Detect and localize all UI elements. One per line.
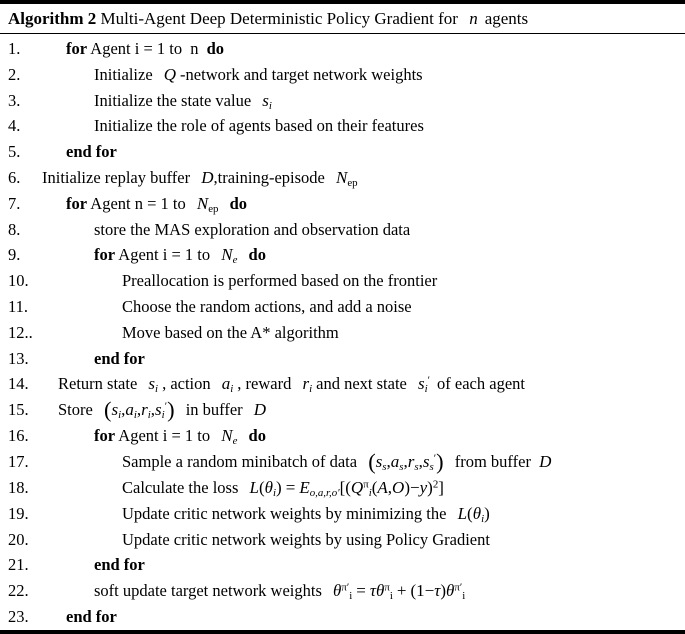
line-content (40, 242, 685, 268)
text-loop-bounds: i = 1 to (162, 245, 211, 265)
algorithm-line (0, 501, 685, 527)
algorithm-line (0, 268, 685, 294)
line-content (40, 552, 685, 578)
line-content (40, 165, 685, 191)
algorithm-line (0, 527, 685, 553)
subscript-i: i (309, 383, 313, 396)
paren-right: ) (427, 478, 433, 498)
symbol-s: s (148, 374, 156, 394)
algorithm-title-tail: agents (484, 9, 529, 28)
symbol-d: D (201, 167, 214, 187)
text-agent: Agent (118, 426, 159, 446)
algorithm-line (0, 62, 685, 88)
comma: , (121, 400, 126, 420)
algorithm-line (0, 113, 685, 139)
prime-mark: ′ (459, 581, 463, 594)
symbol-a: a (390, 451, 400, 471)
prime-mark: ′ (346, 581, 350, 594)
comma: , (150, 400, 156, 420)
symbol-a: a (221, 374, 231, 394)
keyword-end-for: end for (66, 607, 117, 626)
line-number: 12.. (8, 322, 33, 342)
line-number: 19. (8, 503, 29, 523)
math-n-ep (336, 167, 358, 190)
math-a-i (221, 374, 234, 396)
text-calculate-loss: Calculate the loss (122, 478, 239, 498)
line-content (40, 397, 685, 423)
keyword-end-for: end for (94, 348, 145, 368)
line-content (40, 371, 685, 397)
text-in-buffer: in buffer (185, 400, 243, 420)
symbol-theta: θ (333, 581, 342, 601)
text-loop-bounds: n = 1 to (134, 193, 186, 213)
line-number: 14. (8, 374, 29, 394)
subscript-i: i (273, 487, 277, 500)
algorithm-line (0, 371, 685, 397)
algorithm-line (0, 449, 685, 475)
symbol-pi: π (341, 581, 347, 594)
subscript-i: i (389, 590, 393, 603)
paren-left: ( (258, 478, 265, 498)
symbol-tau: τ (434, 581, 441, 601)
line-content (40, 604, 685, 630)
subscript-i: i (368, 487, 372, 500)
line-content (40, 527, 685, 553)
subscript-i: i (481, 512, 485, 525)
text-initialize: Initialize (94, 64, 153, 84)
math-soft-update-equation (333, 581, 466, 603)
text-return-state: Return state (58, 374, 138, 394)
symbol-y: y (419, 478, 428, 498)
subscript-s: s (399, 461, 404, 474)
text-loop-bounds: i = 1 to (162, 426, 211, 446)
prime-mark: ′ (164, 400, 168, 413)
algorithm-line (0, 604, 685, 630)
comma: , (386, 451, 391, 471)
text-update-minimizing: Update critic network weights by minimizing the (122, 503, 447, 523)
line-content (40, 113, 685, 139)
symbol-d: D (253, 400, 267, 420)
subscript-i: i (133, 409, 137, 422)
text-state-value: Initialize the state value (94, 90, 252, 110)
paren-left: ( (467, 503, 473, 523)
comma: , (136, 400, 142, 420)
line-number: 9. (8, 245, 21, 265)
math-transition-tuple (103, 397, 175, 423)
symbol-s: s (111, 400, 119, 420)
comma: , (403, 451, 408, 471)
text-move-astar: Move based on the A* algorithm (122, 322, 339, 342)
keyword-do: do (229, 193, 248, 213)
subscript-i: i (161, 409, 165, 422)
subscript-i: i (230, 383, 234, 396)
bracket-right: ] (438, 478, 444, 498)
algorithm-line (0, 552, 685, 578)
algorithm-header (0, 4, 685, 33)
subscript-i: i (268, 99, 272, 112)
paren-right: ) (167, 397, 175, 423)
symbol-s: s (417, 374, 425, 394)
math-loss-symbol (458, 504, 490, 523)
paren-left: ( (368, 449, 376, 475)
line-number: 20. (8, 529, 29, 549)
math-s-prime-i (417, 374, 431, 396)
line-content (40, 191, 685, 217)
line-number: 6. (8, 167, 21, 187)
paren-left: ( (410, 581, 417, 601)
math-r-i (302, 374, 313, 396)
symbol-r: r (141, 400, 148, 420)
minus-sign: − (410, 478, 420, 498)
subscript-i: i (462, 590, 466, 603)
line-content (40, 423, 685, 449)
math-s-i (262, 91, 272, 110)
symbol-o-cap: O (392, 478, 405, 498)
text-update-policy-gradient: Update critic network weights by using Policy Gradient (122, 529, 490, 549)
keyword-for: for (94, 245, 116, 265)
line-number: 7. (8, 193, 21, 213)
algorithm-line (0, 423, 685, 449)
line-content (40, 62, 685, 88)
equals-sign: = (356, 581, 366, 601)
line-number: 11. (8, 296, 29, 316)
superscript-pi: π (384, 581, 390, 594)
line-number: 21. (8, 555, 29, 575)
algorithm-title-var: n (469, 9, 478, 28)
algorithm-line (0, 346, 685, 372)
text-store-mas: store the MAS exploration and observation data (94, 219, 411, 239)
number-one: 1 (416, 581, 425, 601)
line-content (40, 320, 685, 346)
symbol-n-cap: N (336, 167, 348, 187)
line-number: 15. (8, 400, 29, 420)
symbol-s: s (262, 90, 269, 110)
math-loss-equation (249, 478, 444, 500)
symbol-n-cap: N (196, 193, 209, 213)
math-sample-tuple (368, 449, 444, 475)
paren-left: ( (103, 397, 112, 423)
line-number: 13. (8, 348, 29, 368)
algorithm-line (0, 578, 685, 604)
subscript-e: e (232, 254, 238, 267)
paren-right: ) (484, 503, 490, 523)
symbol-q: Q (163, 64, 177, 84)
algorithm-line (0, 320, 685, 346)
symbol-r: r (302, 374, 310, 394)
symbol-theta: θ (375, 581, 385, 601)
line-number: 3. (8, 90, 21, 110)
line-content (40, 501, 685, 527)
algorithm-line (0, 242, 685, 268)
comma: , (387, 478, 393, 498)
symbol-theta: θ (446, 581, 455, 601)
text-soft-update: soft update target network weights (94, 581, 322, 601)
line-content (40, 217, 685, 243)
superscript-two: 2 (432, 478, 439, 491)
subscript-i: i (155, 383, 159, 396)
algorithm-line (0, 191, 685, 217)
line-content (40, 36, 685, 62)
line-content (40, 88, 685, 114)
superscript-pi-prime (454, 582, 462, 594)
line-number: 17. (8, 451, 29, 471)
line-number: 2. (8, 64, 21, 84)
subscript-i: i (118, 409, 122, 422)
text-agent: Agent (90, 39, 131, 58)
symbol-tau: τ (369, 581, 376, 601)
line-content (40, 449, 685, 475)
paren-right: ) (436, 449, 444, 475)
superscript-pi: π (363, 478, 369, 491)
line-number: 10. (8, 271, 29, 291)
keyword-do: do (248, 245, 266, 265)
symbol-a: a (125, 400, 134, 420)
symbol-n-cap: N (221, 426, 233, 446)
subscript-e: e (232, 435, 238, 448)
symbol-pi: π (454, 581, 460, 594)
text-agent: Agent (118, 245, 159, 265)
subscript-s: s (414, 461, 419, 474)
symbol-s: s (422, 451, 430, 471)
keyword-do: do (248, 426, 266, 446)
paren-left: ( (345, 478, 351, 498)
symbol-s: s (375, 451, 383, 471)
symbol-e: E (299, 478, 310, 498)
symbol-n: n (190, 39, 199, 58)
comma: , (418, 451, 423, 471)
text-agent: Agent (90, 193, 131, 213)
line-content (40, 294, 685, 320)
paren-right: ) (404, 478, 410, 498)
math-n-ep (197, 194, 219, 213)
text-loop-bounds: i = 1 to (134, 39, 183, 58)
line-number: 16. (8, 426, 29, 446)
symbol-a-cap: A (377, 478, 388, 498)
subscript-ep: ep (347, 177, 358, 190)
text-sample-minibatch: Sample a random minibatch of data (122, 451, 358, 471)
subscript-ep: ep (208, 202, 219, 215)
bracket-left: [ (339, 478, 346, 498)
line-number: 5. (8, 142, 21, 162)
plus-sign: + (396, 581, 407, 601)
line-content (40, 139, 685, 165)
line-number: 4. (8, 116, 21, 136)
subscript-s: s (429, 461, 434, 474)
text-next-state: and next state (316, 374, 407, 394)
algorithm-line (0, 294, 685, 320)
bottom-rule (0, 630, 685, 634)
text-q-network-tail: -network and target network weights (180, 64, 423, 84)
line-number: 18. (8, 478, 29, 498)
paren-left: ( (371, 478, 378, 498)
algorithm-line (0, 217, 685, 243)
subscript-i: i (349, 590, 353, 603)
equals-sign: = (285, 478, 296, 498)
algorithm-line (0, 88, 685, 114)
text-reward: , reward (237, 374, 292, 394)
line-number: 8. (8, 219, 21, 239)
algorithm-line (0, 397, 685, 423)
math-s-i (148, 374, 159, 396)
symbol-theta: θ (472, 503, 482, 523)
keyword-do: do (206, 39, 225, 58)
line-content (40, 268, 685, 294)
keyword-end-for: end for (94, 555, 145, 575)
algorithm-line (0, 36, 685, 62)
algorithm-line (0, 139, 685, 165)
symbol-theta: θ (264, 478, 274, 498)
algorithm-title: Multi-Agent Deep Deterministic Policy Gradient for (100, 9, 458, 28)
line-content (40, 346, 685, 372)
superscript-pi-prime (341, 582, 349, 594)
subscript-i: i (147, 409, 151, 422)
keyword-end-for: end for (66, 142, 117, 162)
prime-mark: ′ (433, 452, 437, 465)
text-role-features: Initialize the role of agents based on their features (94, 116, 424, 136)
math-n-e (221, 245, 238, 267)
line-number: 23. (8, 607, 29, 626)
text-choose-actions: Choose the random actions, and add a noise (122, 296, 412, 316)
math-n-e (221, 426, 238, 448)
text-preallocation: Preallocation is performed based on the frontier (122, 271, 438, 291)
text-from-buffer: from buffer (454, 451, 531, 471)
line-content (40, 475, 685, 501)
subscript-s: s (382, 461, 387, 474)
keyword-for: for (94, 426, 116, 446)
line-number: 22. (8, 581, 29, 601)
keyword-for: for (66, 39, 88, 58)
symbol-r: r (407, 451, 415, 471)
symbol-l: L (457, 503, 468, 523)
algorithm-body (0, 34, 685, 630)
symbol-d: D (539, 451, 552, 471)
text-of-each-agent: of each agent (437, 374, 525, 394)
text-store: Store (58, 400, 93, 420)
line-content (40, 578, 685, 604)
symbol-l: L (249, 478, 259, 498)
symbol-s: s (155, 400, 162, 420)
text-action: , action (162, 374, 211, 394)
line-number: 1. (8, 39, 21, 58)
prime-mark: ′ (427, 374, 431, 387)
symbol-q: Q (350, 478, 364, 498)
algorithm-line (0, 165, 685, 191)
text-replay-buffer: Initialize replay buffer (42, 167, 191, 187)
paren-right: ) (440, 581, 446, 601)
minus-sign: − (424, 581, 435, 601)
keyword-for: for (66, 193, 88, 213)
algorithm-label: Algorithm 2 (8, 9, 97, 28)
subscript-oaro: o,a,r,o′ (309, 487, 340, 500)
subscript-i: i (424, 383, 428, 396)
algorithm-line (0, 475, 685, 501)
symbol-n-cap: N (221, 245, 233, 265)
text-training-episode: ,training-episode (213, 167, 325, 187)
paren-right: ) (276, 478, 282, 498)
